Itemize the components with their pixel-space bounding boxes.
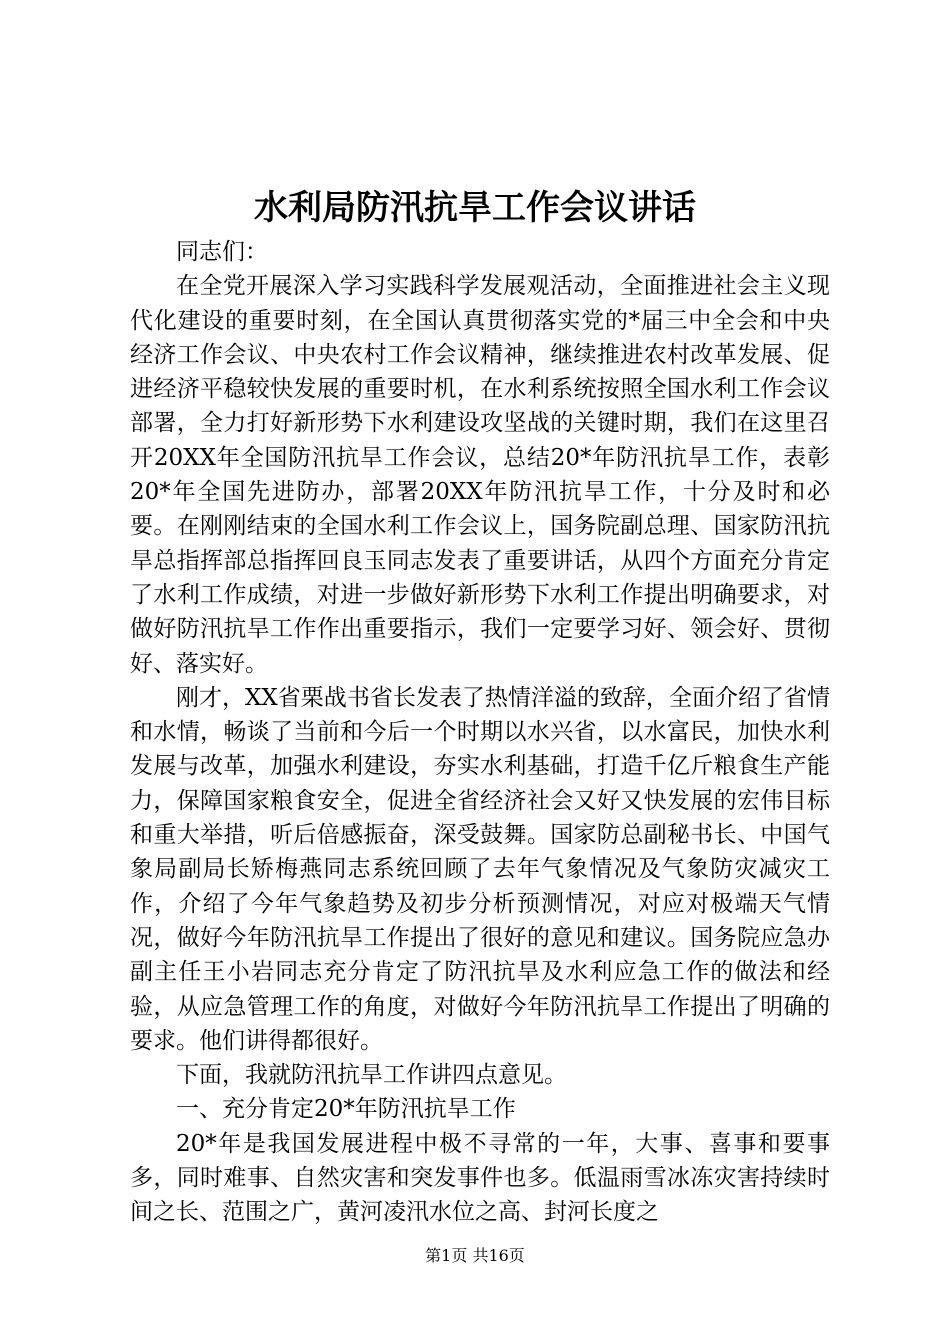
salutation-paragraph: 同志们： [176, 239, 268, 265]
body-paragraph-4: 20*年是我国发展进程中极不寻常的一年，大事、喜事和要事多，同时难事、自然灾害和突发事件也多。低温雨雪冰冻灾害持续时间之长、范围之广，黄河凌汛水位之高、封河长度之 [130, 1130, 830, 1226]
section-heading-1: 一、充分肯定20*年防汛抗旱工作 [176, 1096, 516, 1123]
body-paragraph-3: 下面，我就防汛抗旱工作讲四点意见。 [176, 1062, 567, 1089]
page-number-footer: 第1页 共16页 [425, 1246, 525, 1265]
body-paragraph-2: 刚才，XX省栗战书省长发表了热情洋溢的致辞，全面介绍了省情和水情，畅谈了当前和今后一个时期以水兴省，以水富民，加快水利发展与改革，加强水利建设，夯实水利基础，打造千亿斤粮食生产能力，保障国家粮食安全，促进全省经济社会又好又快发展的宏伟目标和重大举措，听后倍感振奋，深受鼓舞。国家防总副秘书长、中国气象局副局长矫梅燕同志系统回顾了去年气象情况及气象防灾减灾工作，介绍了今年气象趋势及初步分析预测情况，对应对极端天气情况，做好今年防汛抗旱工作提出了很好的意见和建议。国务院应急办副主任王小岩同志充分肯定了防汛抗旱及水利应急工作的做法和经验，从应急管理工作的角度，对做好今年防汛抗旱工作提出了明确的要求。他们讲得都很好。 [130, 684, 830, 1054]
document-title: 水利局防汛抗旱工作会议讲话 [254, 188, 696, 228]
body-paragraph-1: 在全党开展深入学习实践科学发展观活动，全面推进社会主义现代化建设的重要时刻，在全国认真贯彻落实党的*届三中全会和中央经济工作会议、中央农村工作会议精神，继续推进农村改革发展、促进经济平稳较快发展的重要时机，在水利系统按照全国水利工作会议部署，全力打好新形势下水利建设攻坚战的关键时期，我们在这里召开20XX年全国防汛抗旱工作会议，总结20*年防汛抗旱工作，表彰20*年全国先进防办，部署20XX年防汛抗旱工作，十分及时和必要。在刚刚结束的全国水利工作会议上，国务院副总理、国家防汛抗旱总指挥部总指挥回良玉同志发表了重要讲话，从四个方面充分肯定了水利工作成绩，对进一步做好新形势下水利工作提出明确要求，对做好防汛抗旱工作作出重要指示，我们一定要学习好、领会好、贯彻好、落实好。 [130, 273, 830, 677]
document-body [130, 235, 830, 1230]
